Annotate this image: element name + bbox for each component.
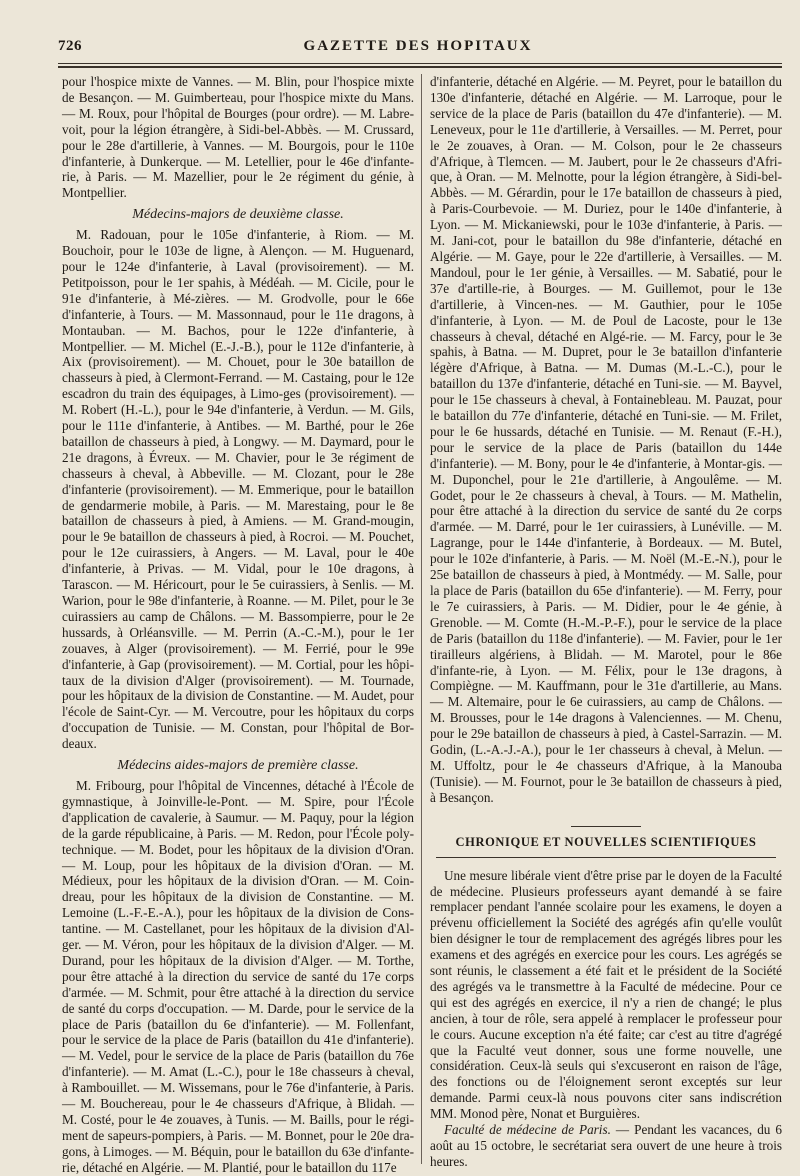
left-paragraph-3: M. Fribourg, pour l'hôpital de Vincennes, détaché à l'École de gymnastique, à Joinville-le-Pont. — M. Spire, pour l'École d'application de cavalerie, à Saumur. — M. Paquy, pour la légion de la garde républicaine, à Paris. — M. Redon, pour l'École poly-technique. — M. Bodet, pour les hôpitaux de la division d'Oran. — M. Loup, pour les hôpitaux de la division d'Oran. — M. Médieux, pour les hôpitaux de la division d'Oran. — M. Coin-dreau, pour les hôpitaux de la division de Constantine. — M. Lemoine (L.-F.-E.-A.), pour les hôpitaux de la division de Cons-tantine. — M. Castellanet, pour les hôpitaux de la division d'Al-ger. — M. Véron, pour les hôpitaux de la division d'Alger. — M. Durand, pour les hôpitaux de la division d'Alger. — M. Torthe, pour être attaché à la direction du service de santé du 17e corps d'armée. — M. Schmit, pour être attaché à la direction du service de santé du corps d'occupation. — M. Darde, pour le service de la place de Paris (bataillon du 6e d'infanterie). — M. Follenfant, pour le service de la place de Paris (bataillon du 41e d'infanterie). — M. Vedel, pour le service de la place de Paris (bataillon du 76e d'infanterie). — M. Amat (L.-C.), pour le 18e chasseurs à cheval, à Rambouillet. — M. Wissemans, pour le 76e d'infanterie, à Paris. — M. Bouchereau, pour le 4e chasseurs d'Afrique, à Blidah. — M. Costé, pour le 4e zouaves, à Tunis. — M. Baills, pour le régi-ment de sapeurs-pompiers, à Paris. — M. Bonnet, pour le 20e dra-gons, à Limoges. — M. Béquin, pour le bataillon du 63e d'infante-rie, détaché en Algérie. — M. Plantié, pour le bataillon du 117e [62, 777, 414, 1175]
left-column [62, 74, 414, 1175]
page-number: 726 [58, 38, 82, 54]
section-title-text: CHRONIQUE ET NOUVELLES SCIENTIFIQUES [455, 834, 757, 849]
news-item-title: Faculté de médecine de Paris. [444, 1122, 611, 1138]
running-title: GAZETTE DES HOPITAUX [303, 38, 533, 54]
header-rule-thick [58, 66, 782, 68]
subhead-aides-majors-1re-classe: Médecins aides-majors de première classe. [117, 758, 359, 774]
right-paragraph-1: d'infanterie, détaché en Algérie. — M. Peyret, pour le bataillon du 130e d'infanterie, détaché en Algérie. — M. Larroque, pour le service de la place de Paris (bataillon du 47e d'infanterie). — M. Leneveux, pour le 11e d'artillerie, à Versailles. — M. Perret, pour le 2e zouaves, à Oran. — M. Colson, pour le 2e chasseurs d'Afrique, à Tlemcen. — M. Jaubert, pour le 2e chasseurs d'Afri-que, à Oran. — M. Melnotte, pour la légion étrangère, à Sidi-bel-Abbès. — M. Gérardin, pour le 17e bataillon de chasseurs à pied, à Paris-Courbevoie. — M. Duriez, pour le 140e d'infanterie, à Lyon. — M. Mickaniewski, pour le 103e d'infanterie, à Paris. — M. Jani-cot, pour le bataillon du 98e d'infanterie, détaché en Algérie. — M. Gaye, pour le 22e d'artillerie, à Versailles. — M. Mandoul, pour le 1er génie, à Versailles. — M. Sabatié, pour le 37e d'artille-rie, à Bourges. — M. Guillemot, pour le 13e d'artillerie, à Vincen-nes. — M. Gauthier, pour le 105e d'infanterie, à Lyon. — M. de Poul de Lacoste, pour le 13e chasseurs à cheval, détaché en Algé-rie. — M. Farcy, pour le 3e spahis, à Batna. — M. Dupret, pour le 3e bataillon d'infanterie légère d'Afrique, à Batna. — M. Dumas (M.-L.-C.), pour le bataillon du 137e d'infanterie, détaché en Tuni-sie. — M. Bayvel, pour le 15e chasseurs à cheval, à Fontainebleau. M. Pauzat, pour le bataillon du 77e d'infanterie, détaché en Tuni-sie. — M. Frilet, pour le 6e hussards, détaché en Tunisie. — M. Renaut (F.-H.), pour le service de la place de Paris (bataillon du 144e d'infanterie). — M. Bony, pour le 4e d'infanterie, à Montar-gis. — M. Duponchel, pour le 21e d'artillerie, à Angoulême. — M. Godet, pour le 2e chasseurs à cheval, à Tours. — M. Mathelin, pour être attaché à la direction du service de santé du 2e corps d'armée. — M. Darré, pour le 1er cuirassiers, à Lunéville. — M. Lagrange, pour le 144e d'infanterie, à Bordeaux. — M. Butel, pour le 102e d'infanterie, à Paris. — M. Noël (M.-E.-N.), pour le 25e bataillon de chasseurs à pied, à Montmédy. — M. Salle, pour la place de Paris (bataillon du 65e d'infanterie). — M. Ferry, pour le 7e cuirassiers, à Paris. — M. Didier, pour le 4e génie, à Grenoble. — M. Comte (H.-M.-P.-F.), pour le service de la place de Paris (bataillon du 118e d'infanterie). — M. Favier, pour le 1er tirailleurs algériens, à Blidah. — M. Marotel, pour le 86e d'infante-rie, à Lyon. — M. Félix, pour le 13e dragons, à Compiègne. — M. Kauffmann, pour le 31e d'artillerie, au Mans. — M. Altemaire, pour le 6e cuirassiers, au camp de Châlons. — M. Brousses, pour le 14e dragons à Valenciennes. — M. Chenu, pour le 29e bataillon de chasseurs à pied, à Castel-Sarrazin. — M. Godin, (L.-A.-J.-A.), pour le 1er chasseurs à cheval, à Melun. — M. Uffoltz, pour le 4e chasseurs d'Afrique, à la Manouba (Tunisie). — M. Fournot, pour le 3e bataillon de chasseurs à pied, à Besançon. [430, 74, 782, 805]
right-column [430, 74, 782, 1169]
section-rule-below [436, 857, 776, 858]
column-divider [421, 74, 422, 1164]
page-header [58, 38, 778, 62]
news-item-body: — Pendant les vacances, du 6 août au 15 octobre, le secrétariat sera ouvert de une heure à trois heures. [430, 1122, 782, 1169]
right-paragraph-2: Une mesure libérale vient d'être prise par le doyen de la Faculté de médecine. Plusieurs professeurs ayant demandé à se faire remplacer pendant l'année scolaire pour les examens, le doyen a prévenu officiellement la Société des agrégés afin qu'elle voulût bien désigner le tour de remplacement des agrégés libres pour les examens et des agrégés en exercice pour les cours. Les agrégés se sont réunis, le classement a été fait et le président de la Société des agrégés va le transmettre à la Faculté de médecine. Pour ce qui est des agrégés en exercice, il n'y a rien de changé; le plus ancien, à tour de rôle, sera appelé à remplacer le professeur pour le cours. Aucune exception n'a été faite; car c'est au titre d'agrégé que la Faculté veut donner, sous une forme nouvelle, une considération. Ceux-là seuls qui s'excuseront en raison de l'âge, des fonctions ou de l'éloignement seront exceptés sur leur demande. Parmi ceux-là nous pouvons citer sans indiscrétion MM. Monod père, Nonat et Burguières. [430, 867, 782, 1122]
header-rule-thin [58, 63, 782, 64]
section-rule-above [571, 826, 641, 827]
right-paragraph-3 [430, 1122, 782, 1170]
left-paragraph-1: pour l'hospice mixte de Vannes. — M. Blin, pour l'hospice mixte de Besançon. — M. Guimberteau, pour l'hospice mixte du Mans. — M. Roux, pour l'hôpital de Bourges (pour ordre). — M. Labre-voit, pour la légion étrangère, à Sidi-bel-Abbès. — M. Crussard, pour le 28e d'artillerie, à Vannes. — M. Bourgois, pour le 110e d'infanterie, à Dunkerque. — M. Letellier, pour le 46e d'infante-rie, à Paris. — M. Mazellier, pour le 2e régiment du génie, à Montpellier. [62, 74, 414, 201]
subhead-medecins-majors-2e-classe: Médecins-majors de deuxième classe. [132, 207, 344, 223]
left-paragraph-2: M. Radouan, pour le 105e d'infanterie, à Riom. — M. Bouchoir, pour le 103e de ligne, à Alençon. — M. Huguenard, pour le 124e d'infanterie, à Laval (provisoirement). — M. Petitpoisson, pour le 1er spahis, à Médéah. — M. Cicile, pour le 91e d'infanterie, à Mé-zières. — M. Grodvolle, pour le 66e d'infanterie, à Tours. — M. Massonnaud, pour le 11e dragons, à Montauban. — M. Bachos, pour le 122e d'infanterie, à Montpellier. — M. Michel (E.-J.-B.), pour le 112e d'infanterie, à Aix (provisoirement). — M. Chouet, pour le 30e bataillon de chasseurs à pied, à Clermont-Ferrand. — M. Castaing, pour le 12e escadron du train des équipages, à Limo-ges (provisoirement). — M. Robert (H.-L.), pour le 94e d'infanterie, à Verdun. — M. Gils, pour le 111e d'infanterie, à Antibes. — M. Barthé, pour le 26e bataillon de chasseurs à pied, à Longwy. — M. Daymard, pour le 21e dragons, à Évreux. — M. Chavier, pour le 3e régiment de chasseurs à cheval, à Abbeville. — M. Clozant, pour le 28e d'infanterie (provisoirement). — M. Emmerique, pour le bataillon de gendarmerie mobile, à Paris. — M. Marestaing, pour le 8e bataillon de chasseurs à pied, à Amiens. — M. Grand-mougin, pour le 9e bataillon de chasseurs à pied, à Rocroi. — M. Pouchet, pour le 12e cuirassiers, à Angers. — M. Laval, pour le 40e d'infanterie, à Privas. — M. Vidal, pour le 10e dragons, à Tarascon. — M. Héricourt, pour le 5e cuirassiers, à Senlis. — M. Warion, pour le 98e d'infanterie, à Roanne. — M. Pilet, pour le 3e cuirassiers au camp de Châlons. — M. Bassompierre, pour le 2e hussards, à Orléansville. — M. Perrin (A.-C.-M.), pour le 1er zouaves, à Alger (provisoirement). — M. Ferrié, pour le 99e d'infanterie, à Gap (provisoirement). — M. Cortial, pour les hôpi-taux de la division d'Alger (provisoirement). — M. Tournade, pour les hôpitaux de la division de Constantine. — M. Audet, pour l'école de Saint-Cyr. — M. Vercoutre, pour les hôpitaux du corps d'occupation de Tunisie. — M. Constan, pour l'hôpital de Bor-deaux. [62, 227, 414, 752]
section-title-chronique [430, 826, 782, 858]
